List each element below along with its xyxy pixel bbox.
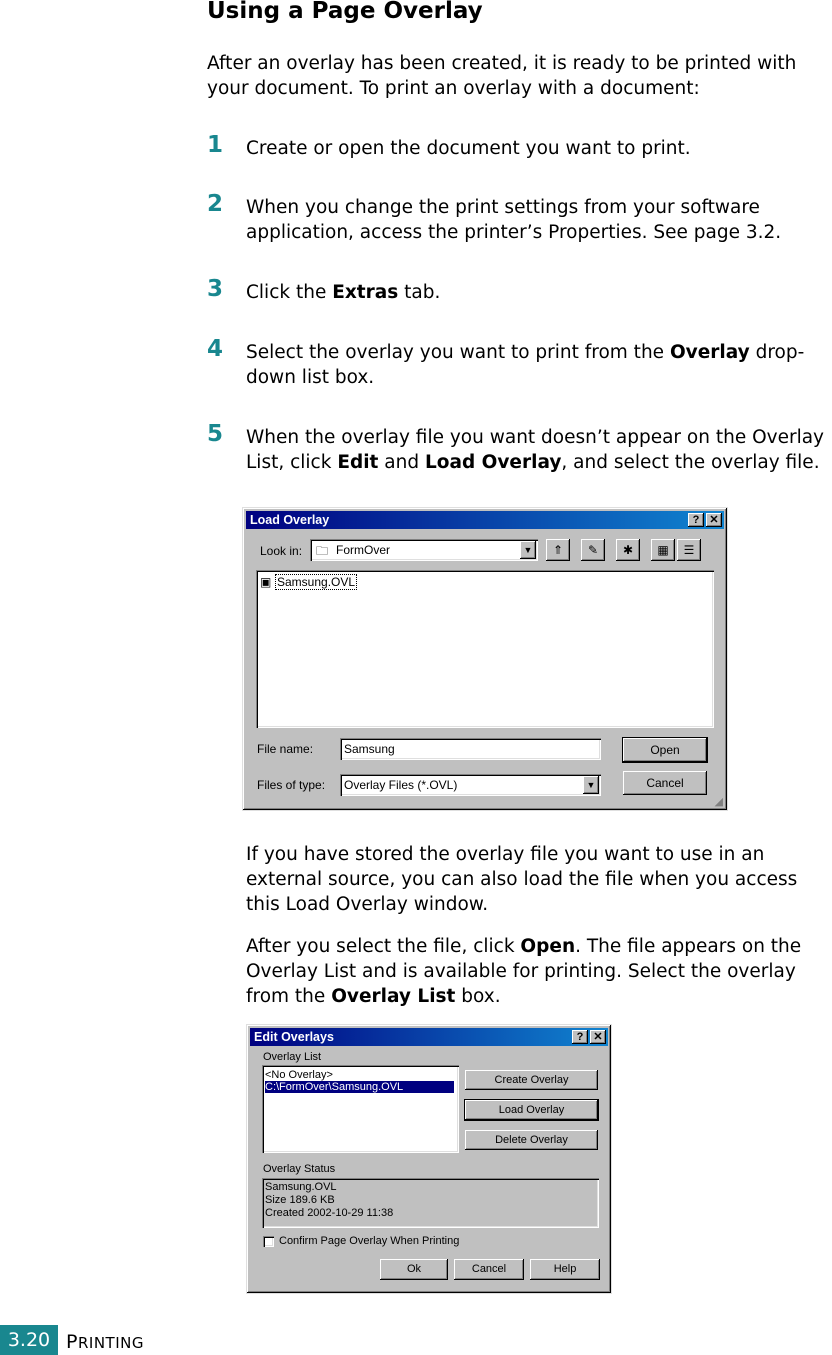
desktop-icon[interactable]: ✎ [581,539,605,561]
overlay-list[interactable] [262,1065,459,1153]
step-text: When the overlay file you want doesn’t appear on the Overlay List, click Edit and Load Overlay, and select the overlay file. [246,427,824,473]
step-text: Create or open the document you want to print. [246,138,691,159]
chevron-down-icon[interactable]: ▼ [520,541,536,559]
file-icon: ▣ [260,575,272,589]
list-view-icon[interactable]: ▦ [651,539,675,561]
overlay-status-label: Overlay Status [263,1163,336,1175]
load-overlay-button[interactable]: Load Overlay [465,1100,598,1120]
files-of-type-select[interactable]: Overlay Files (*.OVL) ▼ [340,774,601,796]
dialog-title: Load Overlay [250,513,330,527]
step-number: 3 [207,276,224,302]
step-number: 5 [207,421,224,447]
step-number: 4 [207,336,224,362]
ok-button[interactable]: Ok [380,1259,448,1280]
folder-icon: 🗀 [316,544,329,558]
file-name-label: File name: [257,742,314,756]
look-in-value: FormOver [336,543,390,557]
page-number: 3.20 [0,1325,58,1355]
delete-overlay-button[interactable]: Delete Overlay [465,1130,598,1150]
help-button[interactable]: Help [530,1259,600,1280]
after-select-paragraph: After you select the file, click Open. The file appears on the Overlay List and is available for printing. Select the overlay from the Overlay List box. [246,936,802,1007]
step-number: 2 [207,191,224,217]
dialog-titlebar [246,511,724,529]
cancel-button[interactable]: Cancel [454,1259,524,1280]
close-icon[interactable]: ✕ [590,1030,606,1044]
status-line: Samsung.OVL [265,1181,337,1193]
external-source-paragraph: If you have stored the overlay file you want to use in an external source, you can also load the file when you access this Load Overlay window. [246,844,798,915]
step-text: Click the Extras tab. [246,282,441,303]
close-icon[interactable]: ✕ [706,513,722,527]
page-title: Using a Page Overlay [207,0,483,24]
confirm-checkbox[interactable] [263,1236,274,1247]
list-item[interactable]: <No Overlay> [265,1069,333,1081]
files-of-type-label: Files of type: [257,778,326,792]
resize-grip-icon[interactable]: ◢ [714,796,723,808]
confirm-checkbox-label: Confirm Page Overlay When Printing [279,1235,460,1247]
step-number: 1 [207,132,224,158]
status-line: Created 2002-10-29 11:38 [265,1207,394,1219]
edit-overlays-dialog [246,1024,612,1294]
dialog-title: Edit Overlays [254,1030,334,1044]
new-folder-icon[interactable]: ✱ [616,539,640,561]
details-view-icon[interactable]: ☰ [677,539,701,561]
create-overlay-button[interactable]: Create Overlay [465,1070,598,1090]
up-folder-icon[interactable]: ⇑ [546,539,570,561]
help-icon[interactable]: ? [572,1030,588,1044]
file-name-input[interactable]: Samsung [340,738,601,760]
intro-paragraph: After an overlay has been created, it is ready to be printed with your document. To print an overlay with a document: [207,53,797,99]
load-overlay-dialog [242,507,728,811]
file-item[interactable]: Samsung.OVL [277,575,356,589]
chevron-down-icon[interactable]: ▼ [583,776,599,794]
look-in-select[interactable] [310,539,538,561]
overlay-list-label: Overlay List [263,1051,322,1063]
step-text: Select the overlay you want to print from the Overlay drop-down list box. [246,342,805,388]
dialog-titlebar [250,1028,608,1046]
help-icon[interactable]: ? [688,513,704,527]
list-item[interactable]: C:\FormOver\Samsung.OVL [265,1081,454,1093]
status-line: Size 189.6 KB [265,1194,335,1206]
file-list[interactable] [256,570,714,728]
look-in-label: Look in: [260,544,303,558]
overlay-status-box [262,1178,599,1228]
step-text: When you change the print settings from your software application, access the printer’s Properties. See page 3.2. [246,197,782,243]
section-name: PRINTING [66,1331,144,1353]
open-button[interactable]: Open [623,738,707,762]
cancel-button[interactable]: Cancel [623,771,707,795]
